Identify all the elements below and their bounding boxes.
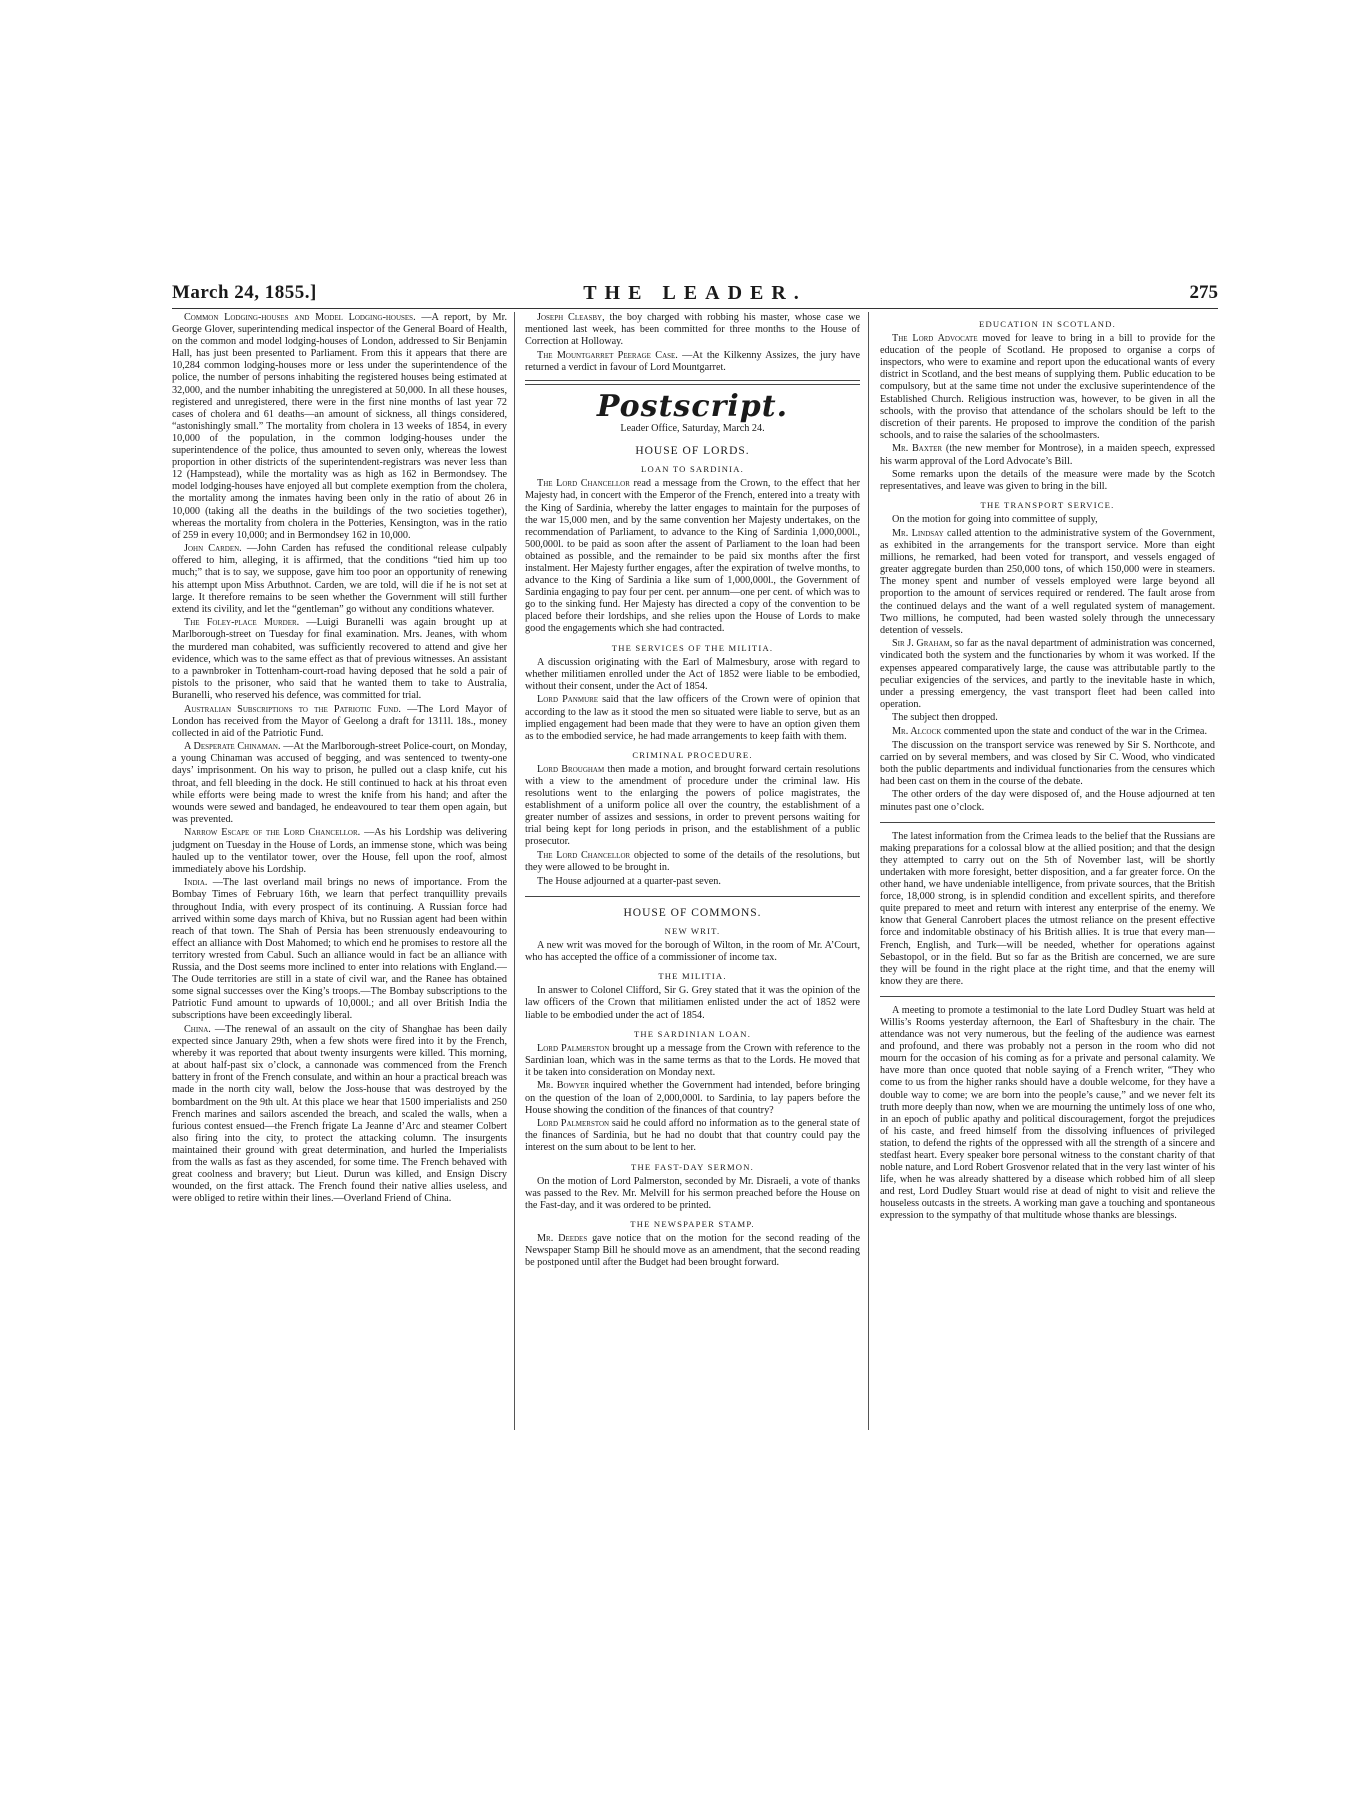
paragraph [172, 704, 507, 740]
paragraph-text: —John Carden has refused the conditional release culpably offered to him, alleging, it is affirmed, that the conditions “tied him up too much;” that is to say, we suppose, gave him too poor an opportunity of renewing his attempt upon Miss Arbuthnot. Carden, we are told, will die if he is not set at large. It therefore remains to be seen whether the Government will still further extend its civility, and let the “gentleman” go without any conditions whatever. [172, 543, 507, 615]
crimea-item [880, 831, 1215, 988]
paragraph-lead: Joseph Cleasby, [537, 312, 605, 323]
paragraph-text: The subject then dropped. [892, 712, 998, 724]
paragraph [172, 1024, 507, 1205]
paragraph-lead: A Desperate Chinaman. [184, 741, 281, 753]
paragraph-text: brought up a message from the Crown with reference to the Sardinian loan, which was in the same terms as that to the Lords. He moved that it be taken into consideration on Monday next. [525, 1042, 861, 1078]
paragraph-lead: Lord Brougham [537, 763, 605, 775]
paragraph [525, 1176, 860, 1212]
paragraph-text: —The last overland mail brings no news of importance. From the Bombay Times of February 16th, we learn that perfect tranquillity prevails throughout India, with every prospect of its continuing. A Russian force had arrived within some days march of Khiva, but no Russian agent had been within reach of that town. The Shah of Persia has been strenuously endeavouring to effect an alliance with Dost Mahomed; to which end he promises to restore all the territory wrested from Cabul. Such an alliance would in fact be an alliance with Russia, and the Dost seems more inclined to enter into relations with England.—The Oude territories are still in a state of civil war, and the Ranee has obtained some signal successes over the King’s troops.—The Bombay subscriptions to the Patriotic Fund amount to upwards of 10,000l.; and all over British India the subscriptions have been exceedingly liberal. [172, 877, 507, 1022]
paragraph [525, 694, 860, 742]
paragraph [880, 469, 1215, 493]
paragraph-text: On the motion of Lord Palmerston, seconded by Mr. Disraeli, a vote of thanks was passed to the Rev. Mr. Melvill for his sermon preached before the House on the Fast-day, and it was ordered to be printed. [525, 1175, 860, 1211]
paragraph-lead: The Lord Chancellor [537, 478, 630, 490]
paragraph-text: said he could afford no information as to the general state of the finances of Sardinia, but he had no doubt that that country could pay the interest on the sum about to be lent to her. [525, 1118, 860, 1154]
section-body [525, 478, 860, 635]
section-heading: EDUCATION IN SCOTLAND. [979, 319, 1116, 329]
masthead [172, 282, 1218, 309]
paragraph-text: —The renewal of an assault on the city of Shanghae has been daily expected since January 29th, when a few shots were fired into it by the French, whereby it was reported that about twenty insurgents were killed. This morning, at about half-past six o’clock, a cannonade was commenced from the French battery in front of the French consulate, and within an hour a practical breach was made in the north city wall, below the Joss-house that was destroyed by the bombardment on the 9th ult. At this place we hear that 1500 imperialists and 250 French marines and sailors ascended the breach, and scaled the walls, when a furious contest ensued—the French frigate La Jeanne d’Arc and steamer Colbert also firing into the city, to protect the attacking column. The insurgents maintained their ground with great determination, and hurled the Imperialists from the walls as fast as they ascended, for some time. The French behaved with great coolness and bravery; but Lieut. Durun was killed, and Ensign Discry wounded, on the first attack. The French found their native allies useless, and were obliged to retire within their lines.—Overland Friend of China. [172, 1023, 508, 1205]
paragraph [525, 1043, 860, 1079]
page-number: 275 [1189, 282, 1218, 303]
paragraph-lead: Lord Palmerston [537, 1118, 610, 1130]
paragraph [525, 1233, 860, 1269]
paragraph [880, 443, 1215, 467]
paragraph-lead: Common Lodging-houses and Model Lodging-houses. [184, 312, 416, 323]
paragraph [525, 1080, 860, 1116]
paragraph-text: —As his Lordship was delivering judgment on Tuesday in the House of Lords, an immense stone, which was being hauled up to the ventilator tower, over the House, fell upon the roof, almost immediately above his Lordship. [172, 827, 507, 875]
paragraph-lead: Lord Palmerston [537, 1042, 610, 1054]
paragraph-lead: Mr. Lindsay [892, 528, 944, 539]
paragraph [525, 850, 860, 874]
paragraph-text: objected to some of the details of the resolutions, but they were allowed to be brought in. [525, 850, 860, 874]
paragraph-text: moved for leave to bring in a bill to provide for the education of the people of Scotland. He proposed to organise a corps of inspectors, who were to examine and report upon the educational wants of every district in Scotland, and the best means of supplying them. Public education to be compulsory, but at the same time not under the exclusive superintendence of the Established Church. Religious instruction was, however, to be given in all the schools, with the proviso that attendance of the scholars should be left to the discretion of their parents. He proposed to improve the condition of the parish schools, and to raise the salaries of the schoolmasters. [880, 333, 1215, 441]
divider [525, 380, 860, 385]
paragraph [525, 657, 860, 693]
section-heading: THE SERVICES OF THE MILITIA. [611, 642, 774, 653]
paragraph [880, 514, 1215, 526]
paragraph [172, 827, 507, 875]
dateline: Leader Office, Saturday, March 24. [620, 423, 765, 435]
paragraph-lead: John Carden. [184, 543, 242, 555]
paragraph-lead: The Lord Advocate [892, 333, 978, 345]
column-two [525, 312, 860, 1271]
paragraph-text: On the motion for going into committee of supply, [892, 514, 1098, 526]
column-rule [868, 312, 869, 1430]
paragraph [525, 478, 860, 635]
section-body [525, 657, 860, 743]
paragraph-lead: Lord Panmure [537, 694, 599, 706]
house-of-lords-heading: HOUSE OF LORDS. [635, 445, 750, 458]
paragraph-text: A meeting to promote a testimonial to the late Lord Dudley Stuart was held at Willis’s Rooms yesterday afternoon, the Earl of Shaftesbury in the chair. The attendance was not very numerous, but the feeling of the audience was earnest and profound, and there was probably not a person in the room who did not mourn for the occasion of his coming as for a private and personal calamity. We have more than once quoted that noble saying of a French writer, “They who come to us from the higher ranks should have a double welcome, for they have a double way to come; we are born into the people’s cause,” and we never felt its truth more deeply than now, when we are mourning the untimely loss of one who, in an epoch of public apathy and political discouragement, forgot the prejudices of his caste, and freed himself from the dissolving influences of privileged station, to defend the rights of the oppressed with all the strength of a sincere and stedfast heart. Every speaker bore personal witness to the constant charity of that noble nature, and Lord Robert Grosvenor related that in the very last winter of his life, when he was already shattered by a disease which robbed him of all sleep and rest, Lord Dudley Stuart would rise at dead of night to visit and relieve the houseless outcasts in the streets. A working man gave a touching and spontaneous expression to the sympathy of that multitude whose thanks are blessings. [880, 1004, 1215, 1222]
section-heading: NEW WRIT. [664, 925, 721, 936]
paragraph [525, 350, 860, 374]
section-heading: CRIMINAL PROCEDURE. [632, 749, 753, 760]
divider [525, 896, 860, 897]
paragraph-lead: Mr. Deedes [537, 1233, 588, 1244]
section-heading: LOAN TO SARDINIA. [641, 464, 744, 475]
paragraph [172, 617, 507, 702]
paragraph-text: —The Lord Mayor of London has received from the Mayor of Geelong a draft for 1311l. 18s., money collected in aid of the Patriotic Fund. [172, 703, 507, 739]
section-body [880, 333, 1215, 493]
paragraph-lead: Mr. Baxter [892, 443, 943, 455]
paragraph-text: (the new member for Montrose), in a maiden speech, expressed his warm approval of the Lord Advocate’s Bill. [880, 443, 1216, 467]
paragraph-text: The discussion on the transport service was renewed by Sir S. Northcote, and carried on by several members, and was closed by Sir C. Wood, who vindicated both the public departments and individual functionaries from the censures which had been cast on them in the course of the debate. [880, 739, 1215, 787]
paragraph-text: Some remarks upon the details of the measure were made by the Scotch representatives, and leave was given to bring in the bill. [880, 469, 1215, 493]
news-items [525, 312, 860, 374]
postscript-heading: Postscript. [596, 388, 789, 424]
paragraph-text: —At the Marlborough-street Police-court, on Monday, a young Chinaman was accused of begging, and was sentenced to twenty-one days’ imprisonment. On his way to prison, he pulled out a clasp knife, cut his throat, and fell bleeding in the dock. He still continued to hack at his throat even while efforts were being made to wrest the knife from his hand; and after the wounds were sewed and bandaged, he endeavoured to tear them open again, but was prevented. [172, 741, 508, 825]
section-body [880, 514, 1215, 813]
column-rule [514, 312, 515, 1430]
paragraph-text: In answer to Colonel Clifford, Sir G. Grey stated that it was the opinion of the law officers of the Crown that militiamen enlisted under the act of 1852 were liable to be embodied under the act of 1854. [525, 985, 860, 1021]
paragraph-text: The other orders of the day were disposed of, and the House adjourned at ten minutes past one o’clock. [880, 789, 1215, 813]
column-one [172, 312, 507, 1207]
newspaper-title: THE LEADER. [583, 282, 807, 304]
paragraph [880, 726, 1215, 738]
section-body [525, 764, 860, 888]
section-heading: THE SARDINIAN LOAN. [633, 1028, 752, 1039]
paragraph-text: A discussion originating with the Earl of Malmesbury, arose with regard to whether militiamen enrolled under the Act of 1852 were liable to be embodied, without their consent, under the Act of 1854. [525, 656, 860, 692]
paragraph [172, 877, 507, 1022]
paragraph-lead: The Lord Chancellor [537, 850, 631, 862]
paragraph-text: —At the Kilkenny Assizes, the jury have returned a verdict in favour of Lord Mountgarret. [525, 349, 860, 373]
paragraph [880, 789, 1215, 813]
paragraph-text: gave notice that on the motion for the second reading of the Newspaper Stamp Bill he should move as an amendment, that the second reading be postponed until after the Budget had been brought forward. [525, 1233, 861, 1269]
paragraph-lead: India. [184, 877, 208, 889]
divider [880, 996, 1215, 997]
paragraph [880, 333, 1215, 442]
paragraph [880, 1005, 1215, 1223]
paragraph-text: the boy charged with robbing his master, whose case we mentioned last week, has been committed for three months to the House of Correction at Holloway. [525, 312, 860, 348]
divider [880, 822, 1215, 823]
paragraph-text: The House adjourned at a quarter-past seven. [537, 875, 721, 887]
paragraph [172, 312, 507, 542]
paragraph-text: said that the law officers of the Crown were of opinion that according to the law as it stood the men so situated were liable to serve, but as an implied engagement had been made that they were to have an option given them as to the embodied service, he had made arrangements to keep faith with them. [525, 694, 860, 742]
section-body [525, 1233, 860, 1269]
paragraph [880, 712, 1215, 724]
paragraph [525, 940, 860, 964]
section-heading: THE TRANSPORT SERVICE. [980, 500, 1115, 511]
paragraph-text: —Luigi Buranelli was again brought up at Marlborough-street on Tuesday for final examination. Mrs. Jeanes, with whom the murdered man cohabited, was sufficiently recovered to attend and give her evidence, which was to the same effect as that of previous witnesses. An assistant to a pawnbroker in Tottenham-court-road having deposed that he sold a pair of pistols to the prisoner, who said that he wanted them to take to Australia, Buranelli, who reserved his defence, was committed for trial. [172, 617, 507, 701]
house-of-commons-heading: HOUSE OF COMMONS. [623, 906, 762, 919]
paragraph-lead: China. [184, 1023, 211, 1035]
section-body [525, 1176, 860, 1212]
paragraph-text: then made a motion, and brought forward certain resolutions with a view to the amendment of procedure under the criminal law. His resolutions went to the enlarging the powers of police magistrates, the establishment of a uniform police all over the country, the establishment of a greater number of assizes and sessions, in order to prevent persons waiting for trial being kept for long periods in prison, and the establishment of a public prosecutor. [525, 763, 861, 848]
paragraph-text: called attention to the administrative system of the Government, as exhibited in the arrangements for the transport service. More than eight millions, he remarked, had been voted for transport, and vessels engaged of greater aggregate burden than 250,000 tons, of which 150,000 were in steamers. The money spent and number of vessels employed were large beyond all proportion to the amount of services required or rendered. The fault arose from the continued delays and the want of a well regulated system of management. Two millions, he computed, had been wasted solely through the unnecessary detention of vessels. [880, 528, 1215, 636]
section-body [525, 1043, 860, 1155]
paragraph [525, 764, 860, 849]
paragraph-text: so far as the naval department of administration was concerned, vindicated both the system and the functionaries by whom it was worked. If the expenses appeared comparatively large, the cause was attributable partly to the peculiar exigencies of the services, and partly to the inevitable haste in which, under a pressing emergency, the vast transport fleet had been called into operation. [880, 638, 1216, 710]
section-heading: THE MILITIA. [658, 971, 727, 982]
paragraph [880, 831, 1215, 988]
paragraph [172, 543, 507, 616]
paragraph-lead: The Foley-place Murder. [184, 617, 300, 629]
paragraph-lead: Mr. Bowyer [537, 1080, 590, 1092]
paragraph [880, 740, 1215, 788]
paragraph [172, 741, 507, 826]
paragraph-lead: Sir J. Graham, [892, 638, 953, 650]
paragraph-lead: Australian Subscriptions to the Patriotic Fund. [184, 703, 401, 715]
section-heading: THE FAST-DAY SERMON. [631, 1161, 754, 1172]
column-three [880, 312, 1215, 1224]
section-body [525, 940, 860, 964]
paragraph-text: A new writ was moved for the borough of Wilton, in the room of Mr. A’Court, who has accepted the office of a commissioner of income tax. [525, 940, 860, 964]
paragraph-text: —A report, by Mr. George Glover, superintending medical inspector of the General Board of Health, on the common and model lodging-houses of London, addressed to Sir Benjamin Hall, has just been presented to Parliament. From this it appears that there are 10,284 common lodging-houses more or less under the superintendence of the police, the number of persons inhabiting the registered houses being estimated at 32,000, and the number inhabiting the unregistered at 50,000. In all these houses, registered and unregistered, there were in the first nine months of last year 72 cases of cholera and 61 deaths—an amount of sickness, all things considered, “astonishingly small.” The mortality from cholera in 13 weeks of 1854, in every 10,000 of the population, in the common lodging-houses under the superintendence of the police, thus amounted to seven only, whereas the lowest proportion in other districts of the superintendent-registrars was never less than 12 (Hampstead), while the mortality was as high as 162 in Bermondsey. The model lodging-houses have enjoyed all but complete exemption from the cholera, the mortality among the inmates having been only in the ratio of about 26 in 10,000 (taking all the deaths in the buildings of the two societies together), whereas the mortality from cholera in the Potteries, Kensington, was in the ratio of 259 in every 10,000; and in Bermondsey 162 in 10,000. [172, 312, 507, 541]
paragraph-lead: Mr. Alcock [892, 726, 942, 737]
paragraph-lead: The Mountgarret Peerage Case. [537, 349, 678, 361]
paragraph [525, 1118, 860, 1154]
section-heading: THE NEWSPAPER STAMP. [630, 1218, 755, 1229]
paragraph-text: read a message from the Crown, to the effect that her Majesty had, in concert with the Emperor of the French, entered into a treaty with the King of Sardinia, whereby the latter engages to maintain for the purposes of the war 15,000 men, and by the same convention her Majesty undertakes, on the recommendation of Parliament, to advance to the King of Sardinia 1,000,000l., 500,000l. to be paid as soon after the assent of Parliament to the loan had been obtained as possible, and the remainder to be paid six months after the first instalment. Her Majesty further engages, after the expiration of twelve months, to advance to the King of Sardinia a like sum of 1,000,000l., the Government of Sardinia engaging to pay four per cent. per annum—one per cent. of which was to go to the sinking fund. Her Majesty has directed a copy of the convention to be placed before their lordships, and she relies upon the House of Lords to make good the engagements which she had contracted. [525, 478, 860, 635]
paragraph-text: inquired whether the Government had intended, before bringing on the question of the loan of 2,000,000l. to Sardinia, to lay papers before the House showing the condition of the finances of that country? [525, 1080, 861, 1116]
paragraph [525, 876, 860, 888]
paragraph [880, 638, 1215, 711]
paragraph [525, 312, 860, 348]
issue-date: March 24, 1855.] [172, 282, 317, 303]
paragraph-text: commented upon the state and conduct of the war in the Crimea. [943, 726, 1207, 737]
section-body [525, 985, 860, 1021]
paragraph-text: The latest information from the Crimea leads to the belief that the Russians are making preparations for a colossal blow at the allied position; and that the design they attempted to carry out on the 5th of November last, will be shortly undertaken with more foresight, better disposition, and a far greater force. On the other hand, we have undeniable intelligence, from private sources, that the British force, 18,000 strong, is in splendid condition and excellent spirits, and therefore quite prepared to meet and return with interest any enterprise of the enemy. We know that General Canrobert places the utmost reliance on the present effective force and indomitable obstinacy of his British allies. It is true that every man—French, English, and Turk—will be needed, whether for operations against Sebastopol, or in the field. But so far as the British are concerned, we are sure they will be found in the right place at the right time, and that the enemy will know they are there. [880, 830, 1215, 987]
paragraph [525, 985, 860, 1021]
testimonial-item [880, 1005, 1215, 1223]
paragraph [880, 528, 1215, 637]
paragraph-lead: Narrow Escape of the Lord Chancellor. [184, 827, 361, 839]
